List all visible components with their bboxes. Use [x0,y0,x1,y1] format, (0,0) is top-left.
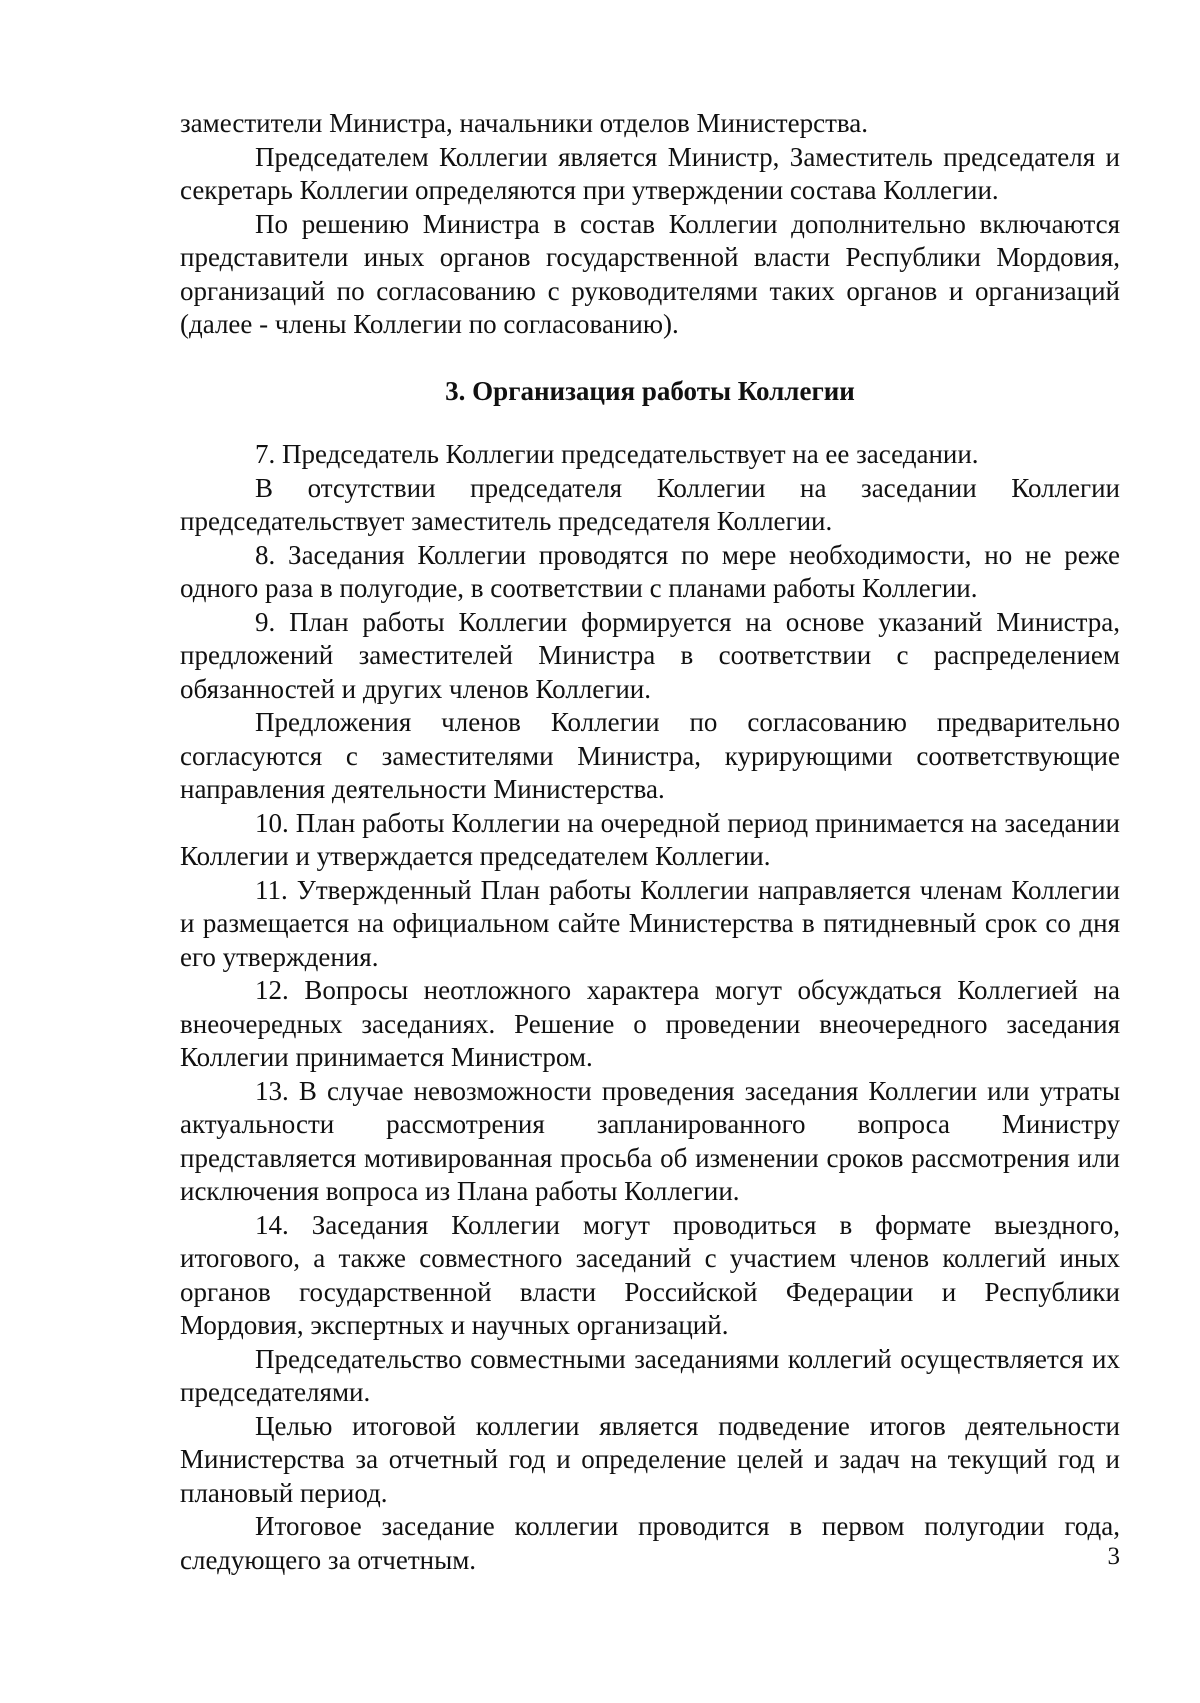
paragraph: В отсутствии председателя Коллегии на заседании Коллегии председательствует заместитель председателя Коллегии. [180,472,1120,536]
paragraph: Итоговое заседание коллегии проводится в первом полугодии года, следующего за отчетным. [180,1511,1120,1575]
paragraph: Председательство совместными заседаниями коллегий осуществляется их председателями. [180,1343,1120,1407]
paragraph: заместители Министра, начальники отделов Министерства. [180,108,868,138]
paragraph-item-7: 7. Председатель Коллегии председательствует на ее заседании. [255,439,979,469]
paragraph: По решению Министра в состав Коллегии дополнительно включаются представители иных органов государственной власти Республики Мордовия, организаций по согласованию с руководителями таких органов и организаций (далее - члены Коллегии по согласованию). [180,208,1120,339]
paragraph-item-14: 14. Заседания Коллегии могут проводиться в формате выездного, итогового, а также совместного заседаний с участием членов коллегий иных органов государственной власти Российской Федерации и Республики Мордовия, экспертных и научных организаций. [180,1209,1120,1340]
paragraph: Предложения членов Коллегии по согласованию предварительно согласуются с заместителями Министра, курирующими соответствующие направления деятельности Министерства. [180,707,1120,804]
paragraph: Председателем Коллегии является Министр, Заместитель председателя и секретарь Коллегии определяются при утверждении состава Коллегии. [180,141,1120,205]
page-number: 3 [1107,1543,1120,1570]
section-heading: 3. Организация работы Коллегии [445,375,855,406]
paragraph-item-12: 12. Вопросы неотложного характера могут обсуждаться Коллегией на внеочередных заседаниях. Решение о проведении внеочередного заседания Коллегии принимается Министром. [180,975,1120,1072]
paragraph-item-10: 10. План работы Коллегии на очередной период принимается на заседании Коллегии и утверждается председателем Коллегии. [180,807,1120,871]
paragraph-item-8: 8. Заседания Коллегии проводятся по мере необходимости, но не реже одного раза в полугодие, в соответствии с планами работы Коллегии. [180,539,1120,603]
document-body [180,107,1120,1577]
paragraph-item-9: 9. План работы Коллегии формируется на основе указаний Министра, предложений заместителей Министра в соответствии с распределением обязанностей и других членов Коллегии. [180,606,1120,704]
paragraph: Целью итоговой коллегии является подведение итогов деятельности Министерства за отчетный год и определение целей и задач на текущий год и плановый период. [180,1410,1120,1508]
paragraph-item-11: 11. Утвержденный План работы Коллегии направляется членам Коллегии и размещается на официальном сайте Министерства в пятидневный срок со дня его утверждения. [180,874,1120,972]
paragraph-item-13: 13. В случае невозможности проведения заседания Коллегии или утраты актуальности рассмотрения запланированного вопроса Министру представляется мотивированная просьба об изменении сроков рассмотрения или исключения вопроса из Плана работы Коллегии. [180,1075,1120,1206]
